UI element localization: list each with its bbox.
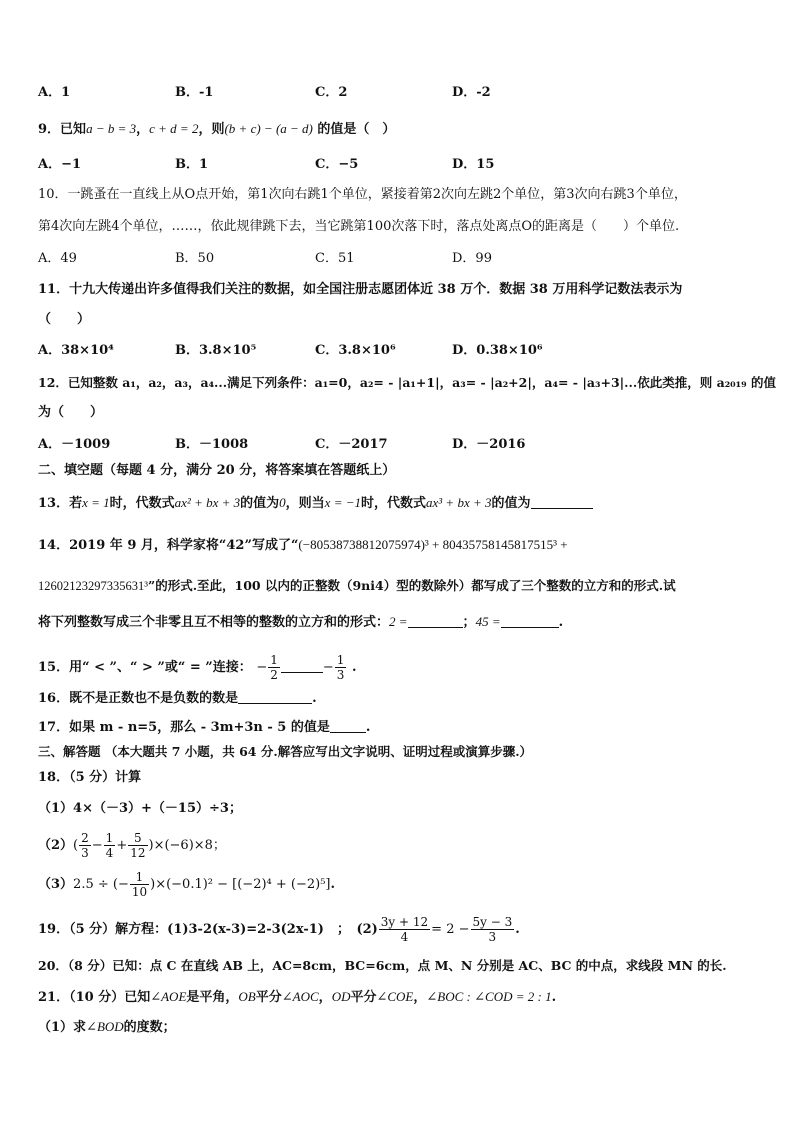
choice-c: C．51 <box>315 251 355 266</box>
fraction: $\frac{1}{3}$ <box>336 653 345 682</box>
choice-a: A．－1009 <box>38 437 111 452</box>
question-20: 20．（8 分）已知：点 C 在直线 AB 上，AC=8cm，BC=6cm，点 M、N 分别是 AC、BC 的中点，求线段 MN 的长. <box>38 958 727 973</box>
fraction: $\frac{3y + 12}{4}$ <box>380 915 429 944</box>
choice-b: B．50 <box>175 251 215 266</box>
answer-blank <box>238 689 312 704</box>
choice-d: D．99 <box>452 251 492 266</box>
question-13: 13．若x = 1时，代数式ax² + bx + 3的值为0，则当x = −1时，代数式ax³ + bx + 3的值为 <box>38 494 593 513</box>
question-18-title: 18．（5 分）计算 <box>38 770 142 785</box>
choice-b: B．1 <box>175 157 209 172</box>
question-17: 17．如果 m - n=5，那么 - 3m+3n - 5 的值是 . <box>38 720 371 735</box>
question-19: 19．（5 分）解方程：(1)3-2(x-3)=2-3(2x-1) ； (2) $\frac{3y + 12}{4}$ = 2 − $\frac{5y - 3}{3}$ . <box>38 915 520 944</box>
question-12-line1: 12．已知整数 a₁，a₂，a₃，a₄...满足下列条件：a₁=0，a₂= - |a₁+1|，a₃= - |a₂+2|，a₄= - |a₃+3|...依此类推，则 a₂₀₁₉ 的值 <box>38 375 776 390</box>
section-2-heading: 二、填空题（每题 4 分，满分 20 分，将答案填在答题纸上） <box>38 463 396 478</box>
answer-blank <box>408 613 463 628</box>
question-21: 21．（10 分）已知∠AOE是平角，OB平分∠AOC，OD平分∠COE，∠BOC : ∠COD = 2 : 1. <box>38 989 557 1005</box>
answer-blank <box>501 613 559 628</box>
section-3-heading: 三、解答题 （本大题共 7 小题，共 64 分.解答应写出文字说明、证明过程或演算步骤.） <box>38 744 533 759</box>
question-18-part2: （2）( $\frac{2}{3}$ − $\frac{1}{4}$ + $\frac{5}{12}$ )×(−6)×8； <box>38 831 226 860</box>
question-14-line1: 14．2019 年 9 月，科学家将“42”写成了“(−80538738812075974)³ + 80435758145817515³ + <box>38 537 568 553</box>
choice-d: D．0.38×10⁶ <box>452 343 543 358</box>
choice-a: A．49 <box>38 251 77 266</box>
fraction: $\frac{1}{2}$ <box>270 653 278 682</box>
choice-a: A．1 <box>38 85 71 100</box>
choice-c: C．－2017 <box>315 437 388 452</box>
question-10-line1: 10．一跳蚤在一直线上从O点开始，第1次向右跳1个单位，紧接着第2次向左跳2个单位，第3次向右跳3个单位， <box>38 187 687 202</box>
choice-b: B．－1008 <box>175 437 249 452</box>
choice-b: B．3.8×10⁵ <box>175 343 257 358</box>
question-18-part1: （1）4×（－3）+（－15）÷3； <box>38 801 242 816</box>
fraction: $\frac{2}{3}$ <box>81 831 89 860</box>
question-12-line2: 为（ ） <box>38 405 104 420</box>
question-11-line2: （ ） <box>38 312 91 327</box>
fraction: $\frac{5}{12}$ <box>130 831 146 860</box>
question-21-part1: （1）求∠BOD的度数； <box>38 1019 176 1035</box>
choice-c: C．3.8×10⁶ <box>315 343 396 358</box>
choice-a: A．−1 <box>38 157 82 172</box>
choice-d: D．15 <box>452 157 495 172</box>
fraction: $\frac{1}{10}$ <box>131 870 148 899</box>
question-11-line1: 11．十九大传递出许多值得我们关注的数据，如全国注册志愿团体近 38 万个．数据 38 万用科学记数法表示为 <box>38 282 683 297</box>
choice-d: D．－2016 <box>452 437 526 452</box>
answer-blank <box>330 718 366 733</box>
question-15: 15．用“ < ”、“ > ”或“ = ”连接： − $\frac{1}{2}$ − $\frac{1}{3}$ . <box>38 653 357 682</box>
choice-b: B．-1 <box>175 85 214 100</box>
fraction: $\frac{5y - 3}{3}$ <box>472 915 513 944</box>
answer-blank <box>531 494 593 509</box>
choice-c: C．2 <box>315 85 348 100</box>
answer-blank <box>281 658 323 673</box>
question-16: 16．既不是正数也不是负数的数是 . <box>38 691 317 706</box>
question-10-line2: 第4次向左跳4个单位，……，依此规律跳下去，当它跳第100次落下时，落点处离点O的距离是（ ）个单位. <box>38 219 680 234</box>
fraction: $\frac{1}{4}$ <box>105 831 114 860</box>
choice-d: D．-2 <box>452 85 491 100</box>
choice-a: A．38×10⁴ <box>38 343 114 358</box>
question-18-part3: （3）2.5 ÷ (− $\frac{1}{10}$ )×(−0.1)² − [(−2)⁴ + (−2)⁵]. <box>38 870 336 899</box>
question-14-line3: 将下列整数写成三个非零且互不相等的整数的立方和的形式：2 = ；45 = . <box>38 614 564 630</box>
question-14-line2: 12602123297335631³”的形式.至此，100 以内的正整数（9ni4）型的数除外）都写成了三个整数的立方和的形式.试 <box>38 578 676 593</box>
choice-c: C．−5 <box>315 157 359 172</box>
question-9: 9．已知a − b = 3，c + d = 2，则(b + c) − (a − d) 的值是（ ） <box>38 121 396 137</box>
